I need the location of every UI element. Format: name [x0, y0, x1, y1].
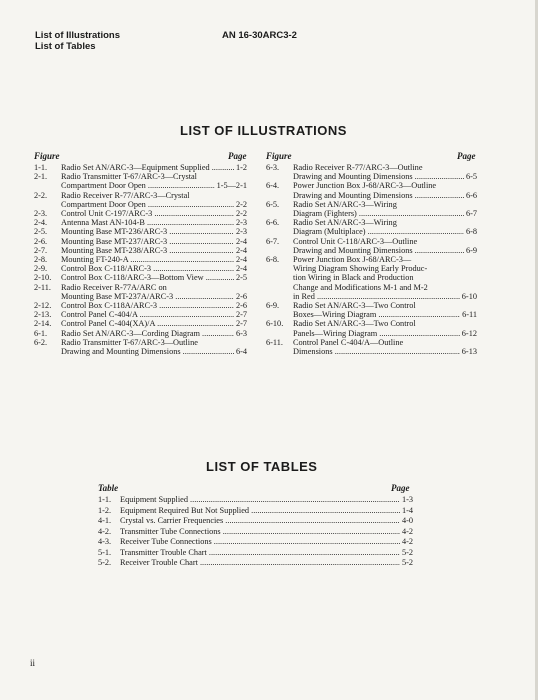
illustrations-right-column: [266, 163, 477, 356]
table-title: Equipment Required But Not Supplied .....: [120, 506, 400, 517]
illustrations-left-column: [34, 163, 247, 356]
figure-entry-last-line: [266, 246, 477, 255]
figure-title-continuation: Diagram (Multiplace) .....: [293, 227, 464, 236]
figure-entry-last-line: [266, 329, 477, 338]
table-page: 5-2: [401, 547, 413, 557]
figure-title: Radio Transmitter T-67/ARC-3—Outline: [61, 337, 198, 347]
figure-title: Power Junction Box J-68/ARC-3—: [293, 255, 412, 265]
figure-title-continuation: Wiring Diagram Showing Early Produc-: [293, 264, 428, 274]
figure-title: Control Unit C-118/ARC-3—Outline: [293, 236, 418, 246]
figure-number: 6-6.: [266, 218, 280, 228]
figure-title-continuation: Panels—Wiring Diagram .....: [293, 329, 460, 338]
table-title: Transmitter Tube Connections .....: [120, 527, 400, 538]
figure-entry-first-line: [34, 191, 247, 200]
figure-entry-last-line: [34, 347, 247, 356]
figure-title: Control Panel C-404/A .....: [61, 310, 234, 319]
figure-entry: [266, 301, 477, 319]
table-title: Equipment Supplied .....: [120, 495, 400, 506]
figure-page: 2-4: [235, 264, 247, 274]
figure-page: 6-9: [465, 245, 477, 255]
figure-page: 2-2: [235, 199, 247, 209]
figure-entry-first-line: [34, 237, 247, 246]
table-page: 4-2: [401, 537, 413, 546]
figure-number: 2-1.: [34, 172, 48, 182]
figure-title-continuation: Mounting Base MT-237A/ARC-3 .....: [61, 292, 234, 301]
figure-page: 6-13: [461, 347, 477, 357]
figure-entry: [34, 209, 247, 218]
figure-number: 2-9.: [34, 264, 48, 274]
table-entry: [98, 548, 413, 559]
table-title: Transmitter Trouble Chart .....: [120, 548, 400, 559]
figure-entry: [34, 255, 247, 264]
figure-page: 6-4: [235, 347, 247, 357]
figure-title: Radio Set AN/ARC-3—Two Control: [293, 301, 416, 311]
figure-entry-last-line: [34, 181, 247, 190]
figure-entry: [34, 218, 247, 227]
figure-entry-first-line: [34, 255, 247, 264]
figure-title-continuation: tion Wiring in Black and Production: [293, 273, 414, 283]
figure-page: 6-3: [235, 328, 247, 338]
figure-entry: [266, 163, 477, 181]
figure-entry-last-line: [266, 209, 477, 218]
figure-page: 2-7: [235, 310, 247, 320]
table-page: 1-4: [401, 505, 413, 515]
table-page-column-header: Page: [391, 483, 410, 493]
figure-entry: [34, 237, 247, 246]
figure-title: Control Unit C-197/ARC-3 .....: [61, 209, 234, 218]
figure-title-continuation: Dimensions .....: [293, 347, 460, 356]
figure-title: Mounting Base MT-236/ARC-3 .....: [61, 227, 234, 236]
figure-entry-first-line: [266, 163, 477, 172]
figure-entry-first-line: [266, 255, 477, 264]
figure-number: 2-6.: [34, 236, 48, 246]
figure-page: 6-12: [461, 328, 477, 338]
figure-page: 2-4: [235, 236, 247, 246]
figure-entry: [34, 264, 247, 273]
figure-entry: [266, 181, 477, 199]
table-entry-first-line: [98, 527, 413, 538]
header-line-illustrations: List of Illustrations: [35, 30, 120, 41]
tables-title: LIST OF TABLES: [206, 459, 318, 474]
table-number: 4-3.: [98, 537, 112, 546]
figure-title-continuation: Boxes—Wiring Diagram .....: [293, 310, 460, 319]
table-page: 1-3: [401, 495, 413, 504]
figure-title: Mounting Base MT-237/ARC-3 .....: [61, 237, 234, 246]
figure-number: 6-10.: [266, 319, 284, 329]
figure-page: 2-4: [235, 255, 247, 265]
table-number: 4-2.: [98, 526, 112, 536]
figure-page: 2-4: [235, 245, 247, 255]
figure-number: 2-7.: [34, 245, 48, 255]
tables-list: [98, 495, 413, 569]
figure-entry-first-line: [34, 264, 247, 273]
figure-entry: [34, 301, 247, 310]
figure-page: 6-10: [461, 291, 477, 301]
figure-number: 6-3.: [266, 163, 280, 172]
table-page: 5-2: [401, 558, 413, 567]
figure-number: 2-3.: [34, 209, 48, 219]
figure-number: 6-4.: [266, 181, 280, 191]
figure-entry-first-line: [34, 209, 247, 218]
figure-number: 2-2.: [34, 190, 48, 200]
table-entry: [98, 495, 413, 506]
figure-entry-first-line: [266, 237, 477, 246]
table-number: 4-1.: [98, 516, 112, 525]
figure-entry-first-line: [266, 301, 477, 310]
figure-entry: [34, 338, 247, 356]
figure-entry: [34, 191, 247, 209]
figure-title: Radio Set AN/ARC-3—Two Control: [293, 319, 416, 329]
table-entry: [98, 527, 413, 538]
figure-entry-last-line: [266, 191, 477, 200]
figure-title: Radio Transmitter T-67/ARC-3—Crystal: [61, 172, 197, 182]
figure-entry: [266, 319, 477, 337]
figure-page: 2-3: [235, 218, 247, 228]
table-page: 4-2: [401, 526, 413, 536]
figure-entry: [34, 172, 247, 190]
figure-number: 2-14.: [34, 319, 52, 329]
figure-title-continuation: Drawing and Mounting Dimensions .....: [293, 246, 464, 255]
figure-entry-first-line: [266, 319, 477, 328]
figure-entry-first-line: [266, 200, 477, 209]
figure-entry-first-line: [34, 283, 247, 292]
figure-title: Control Box C-118A/ARC-3 .....: [61, 301, 234, 310]
figure-entry: [34, 319, 247, 328]
figure-number: 6-2.: [34, 337, 48, 347]
figure-page: 6-8: [465, 227, 477, 237]
table-entry-first-line: [98, 537, 413, 548]
document-number: AN 16-30ARC3-2: [222, 30, 297, 41]
figure-entry-last-line: [34, 292, 247, 301]
table-entry-first-line: [98, 495, 413, 506]
figure-number: 1-1.: [34, 163, 48, 172]
figure-title: Power Junction Box J-68/ARC-3—Outline: [293, 181, 437, 191]
figure-page: 6-7: [465, 209, 477, 219]
figure-title: Radio Set AN/ARC-3—Cording Diagram .....: [61, 329, 234, 338]
figure-title: Control Box C-118/ARC-3—Bottom View .....: [61, 273, 234, 282]
figure-entry: [34, 227, 247, 236]
figure-number: 2-12.: [34, 301, 52, 311]
figure-page: 1-5—2-1: [216, 181, 247, 191]
figure-title: Control Panel C-404/A—Outline: [293, 337, 404, 347]
figure-number: 2-10.: [34, 273, 52, 283]
figure-title-continuation: Drawing and Mounting Dimensions .....: [293, 172, 464, 181]
figure-page: 2-6: [235, 301, 247, 311]
page-number: ii: [30, 658, 36, 668]
figure-page: 6-11: [462, 310, 477, 320]
figure-entry-first-line: [34, 227, 247, 236]
figure-entry-last-line: [266, 310, 477, 319]
figure-column-header: Figure: [34, 151, 60, 161]
figure-page: 2-3: [235, 227, 247, 237]
table-number: 5-1.: [98, 547, 112, 557]
figure-title: Control Box C-118/ARC-3 .....: [61, 264, 234, 273]
table-page: 4-0: [401, 516, 413, 525]
figure-number: 2-5.: [34, 227, 48, 237]
table-entry: [98, 537, 413, 548]
figure-page: 1-2: [235, 163, 247, 172]
figure-number: 2-13.: [34, 310, 52, 320]
figure-number: 6-5.: [266, 199, 280, 209]
figure-entry-first-line: [34, 338, 247, 347]
table-title: Receiver Trouble Chart .....: [120, 558, 400, 569]
figure-entry-first-line: [34, 301, 247, 310]
table-column-header: Table: [98, 483, 119, 493]
figure-page: 2-7: [235, 319, 247, 329]
table-entry: [98, 506, 413, 517]
table-entry: [98, 558, 413, 569]
table-number: 1-1.: [98, 495, 112, 504]
figure-number: 6-1.: [34, 328, 48, 338]
running-header-left: [35, 30, 120, 52]
figure-entry-last-line: [266, 347, 477, 356]
figure-title-continuation: in Red .....: [293, 292, 460, 301]
figure-entry-first-line: [266, 218, 477, 227]
table-entry: [98, 516, 413, 527]
figure-page: 2-2: [235, 209, 247, 219]
figure-title: Radio Set AN/ARC-3—Wiring: [293, 199, 397, 209]
figure-title-continuation: Change and Modifications M-1 and M-2: [293, 282, 428, 292]
figure-entry-first-line: [34, 218, 247, 227]
table-entry-first-line: [98, 506, 413, 517]
figure-entry-first-line: [34, 329, 247, 338]
figure-entry: [266, 200, 477, 218]
figure-title: Radio Set AN/ARC-3—Wiring: [293, 218, 397, 228]
table-entry-first-line: [98, 558, 413, 569]
figure-entry-last-line: [266, 227, 477, 236]
figure-entry-first-line: [266, 338, 477, 347]
figure-entry: [266, 218, 477, 236]
figure-entry: [266, 338, 477, 356]
figure-number: 2-11.: [34, 282, 51, 292]
figure-number: 6-11.: [266, 337, 283, 347]
figure-title: Radio Set AN/ARC-3—Equipment Supplied .....: [61, 163, 234, 172]
figure-title: Radio Receiver R-77/ARC-3—Outline: [293, 163, 423, 172]
figure-entry-last-line: [34, 200, 247, 209]
figure-title-continuation: Compartment Door Open .....: [61, 200, 234, 209]
figure-title: Control Panel C-404(XA)/A .....: [61, 319, 234, 328]
figure-number: 2-8.: [34, 255, 48, 265]
figure-title: Radio Receiver R-77/ARC-3—Crystal: [61, 190, 190, 200]
figure-entry: [34, 283, 247, 301]
figure-page: 6-6: [465, 190, 477, 200]
figure-title-continuation: Drawing and Mounting Dimensions .....: [61, 347, 234, 356]
figure-entry: [34, 163, 247, 172]
table-number: 1-2.: [98, 505, 112, 515]
table-title: Receiver Tube Connections .....: [120, 537, 400, 548]
figure-entry: [266, 237, 477, 255]
figure-number: 6-8.: [266, 255, 280, 265]
header-line-tables: List of Tables: [35, 41, 96, 52]
figure-title-continuation: Diagram (Fighters) .....: [293, 209, 464, 218]
figure-entry: [34, 329, 247, 338]
figure-entry: [34, 273, 247, 282]
figure-entry: [266, 255, 477, 301]
figure-title-continuation: Drawing and Mounting Dimensions .....: [293, 191, 464, 200]
figure-title-continuation: Compartment Door Open .....: [61, 181, 215, 190]
figure-title: Mounting FT-240-A .....: [61, 255, 234, 264]
page-column-header-left: Page: [228, 151, 247, 161]
figure-entry-first-line: [34, 319, 247, 328]
figure-entry-last-line: [266, 292, 477, 301]
figure-entry-first-line: [266, 181, 477, 190]
figure-entry-first-line: [34, 246, 247, 255]
figure-page: 6-5: [465, 172, 477, 182]
figure-number: 6-7.: [266, 236, 280, 246]
figure-entry-first-line: [34, 172, 247, 181]
figure-title: Antenna Mast AN-104-B .....: [61, 218, 234, 227]
table-entry-first-line: [98, 516, 413, 527]
figure-number: 6-9.: [266, 301, 280, 311]
table-title: Crystal vs. Carrier Frequencies .....: [120, 516, 400, 527]
figure-entry-first-line: [34, 163, 247, 172]
figure-entry: [34, 246, 247, 255]
table-number: 5-2.: [98, 558, 112, 567]
illustrations-title: LIST OF ILLUSTRATIONS: [180, 123, 347, 138]
figure-entry-first-line: [34, 273, 247, 282]
figure-title: Radio Receiver R-77A/ARC on: [61, 282, 167, 292]
figure-entry-first-line: [34, 310, 247, 319]
figure-number: 2-4.: [34, 218, 48, 228]
figure-page: 2-6: [235, 291, 247, 301]
figure-entry-last-line: [266, 172, 477, 181]
figure-page: 2-5: [235, 273, 247, 283]
figure-entry: [34, 310, 247, 319]
figure-column-header-right: Figure: [266, 151, 292, 161]
figure-title: Mounting Base MT-238/ARC-3 .....: [61, 246, 234, 255]
page-column-header-right: Page: [457, 151, 476, 161]
table-entry-first-line: [98, 548, 413, 559]
